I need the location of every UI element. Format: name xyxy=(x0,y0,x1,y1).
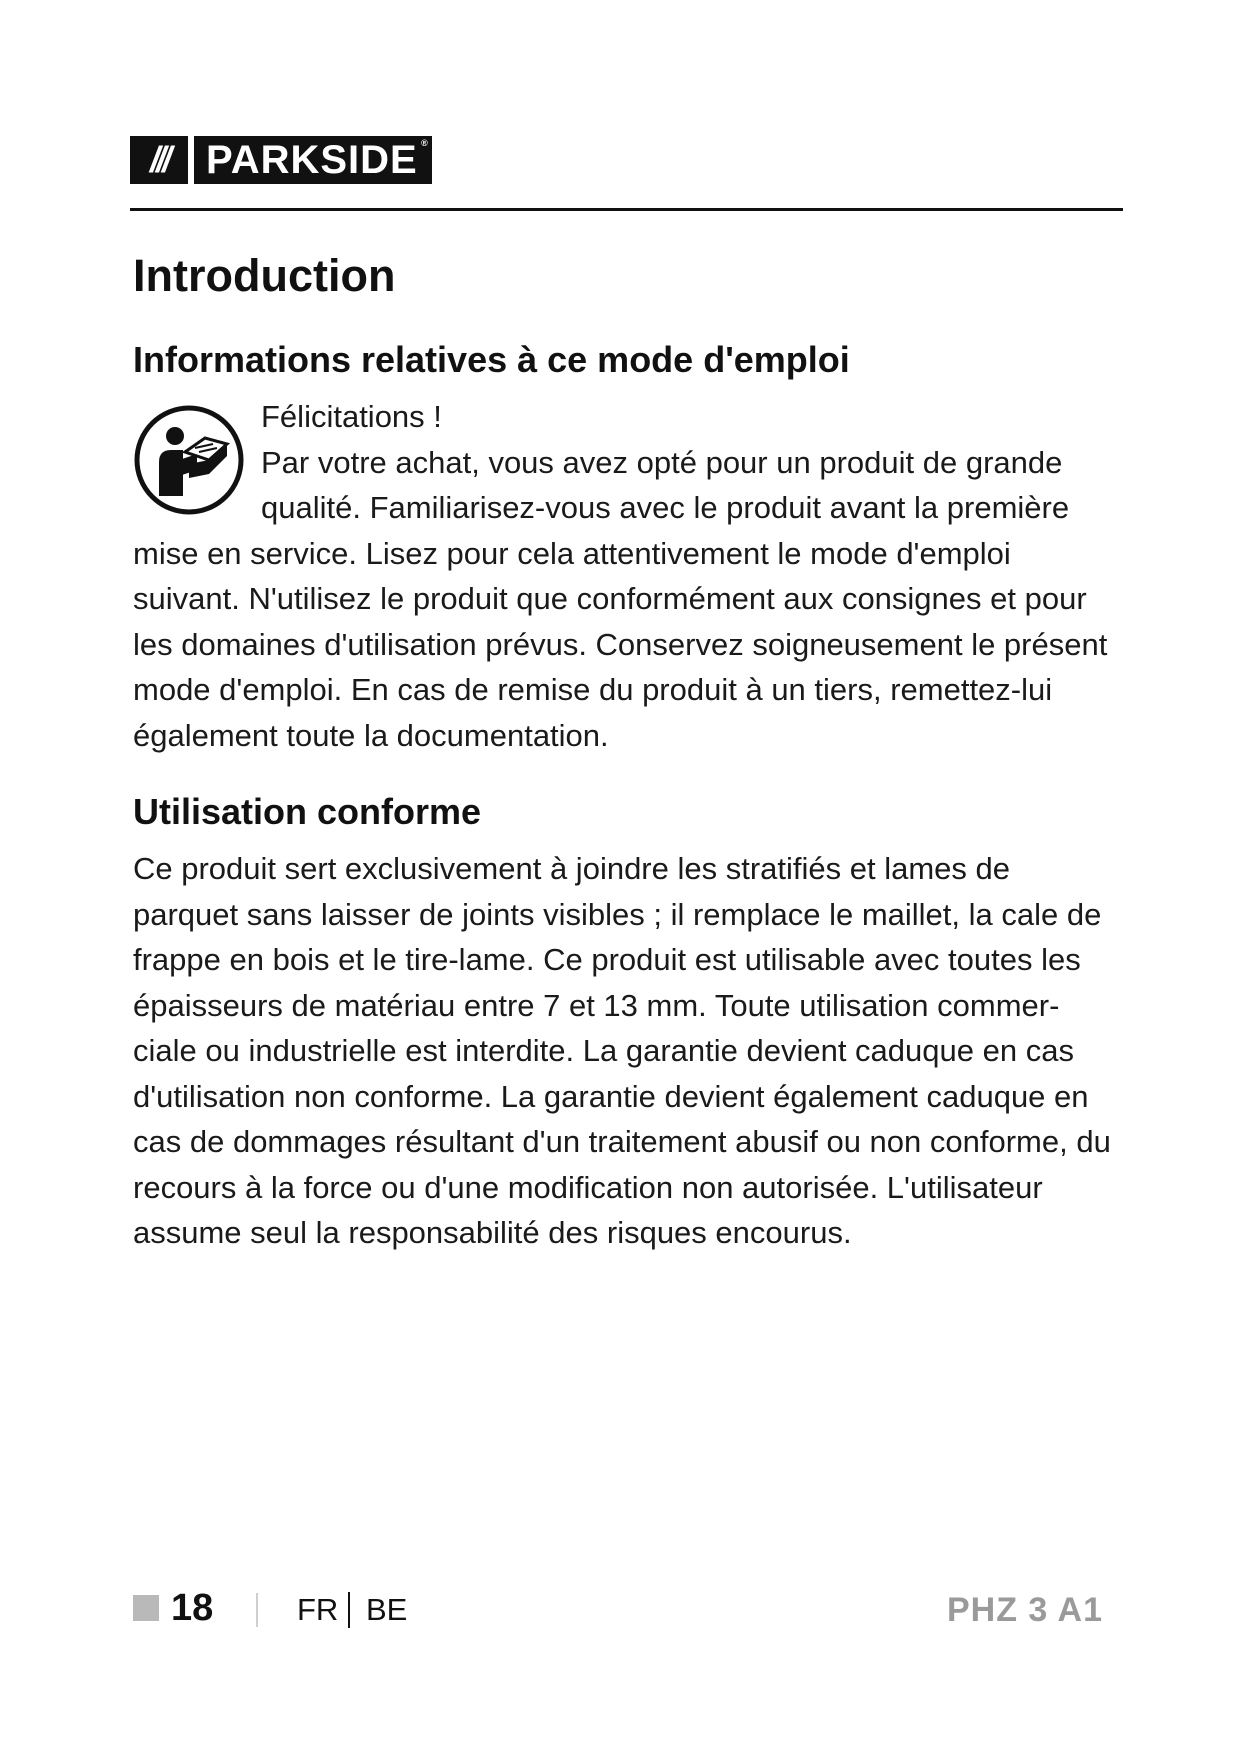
language-divider xyxy=(348,1592,350,1628)
language-code-fr: FR xyxy=(297,1592,339,1627)
logo-slashes: /// xyxy=(130,136,188,184)
parkside-logo xyxy=(130,136,1123,184)
language-code-be: BE xyxy=(366,1592,408,1627)
footer-square-marker xyxy=(133,1595,159,1621)
greeting-text: Félicitations ! xyxy=(261,399,442,434)
read-manual-icon xyxy=(133,404,245,516)
page-content xyxy=(133,246,1123,1256)
logo-brand xyxy=(194,136,432,184)
logo-registered-mark: ® xyxy=(421,138,429,148)
model-number: PHZ 3 A1 xyxy=(946,1591,1103,1629)
footer-divider xyxy=(256,1593,258,1627)
header-divider xyxy=(130,208,1123,211)
page-footer xyxy=(133,1588,1123,1632)
section-paragraph: Par votre achat, vous avez opté pour un produit de grande qualité. Familiarisez-vous avec le produit avant la première mise en service. Lisez pour cela attentivement le mode d'emploi suivant. N'utilisez le produit que conformément aux consignes et pour les domaines d'utilisation prévus. Conservez soigneusement le présent mode d'emploi. En cas de remise du produit à un tiers, remettez-lui également toute la documentation. xyxy=(133,444,1108,753)
logo-brand-text: PARKSIDE xyxy=(206,137,418,182)
section-body-mode-emploi xyxy=(133,394,1123,758)
section-heading-utilisation: Utilisation conforme xyxy=(133,791,482,832)
page-number: 18 xyxy=(171,1587,214,1629)
page-title: Introduction xyxy=(133,250,396,301)
page-header xyxy=(130,136,1123,211)
section-paragraph-utilisation: Ce produit sert exclusivement à joindre les stratifiés et lames de parquet sans laisser de joints visibles ; il remplace le maillet, la cale de frappe en bois et le tire-lame. Ce produit est utilisable avec toutes les épaisseurs de matériau entre 7 et 13 mm. Toute utilisation commer-ciale ou industrielle est interdite. La garantie devient caduque en cas d'utilisation non conforme. La garantie devient également caduque en cas de dommages résultant d'un traitement abusif ou non conforme, du recours à la force ou d'une modification non autorisée. L'utilisateur assume seul la responsabilité des risques encourus. xyxy=(133,851,1111,1250)
section-heading-mode-emploi: Informations relatives à ce mode d'emploi xyxy=(133,339,850,380)
